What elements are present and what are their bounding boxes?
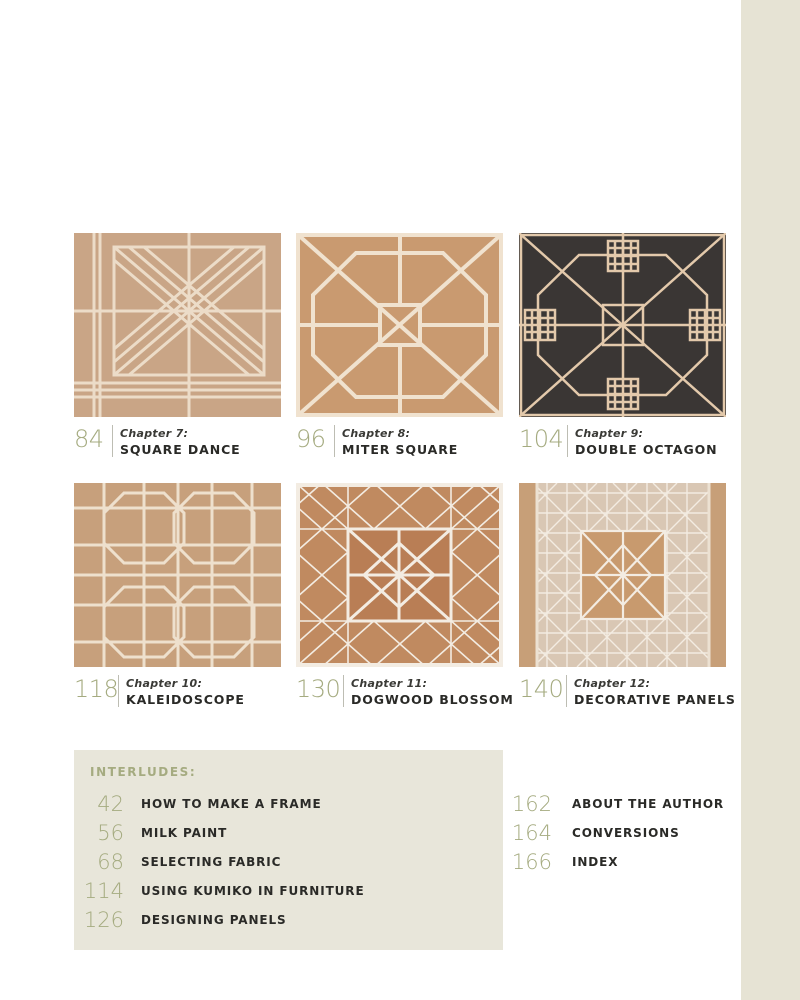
chapter-8-label: Chapter 8: (342, 427, 411, 440)
decorative-panels-panel-image (519, 483, 726, 667)
double-octagon-panel-image (519, 233, 726, 417)
interludes-box (74, 750, 503, 950)
chapter-12-page-number: 140 (519, 675, 564, 703)
page-edge-strip (741, 0, 800, 1000)
toc-title: USING KUMIKO IN FURNITURE (141, 884, 365, 898)
chapter-9-title: DOUBLE OCTAGON (575, 442, 718, 457)
toc-title: MILK PAINT (141, 826, 228, 840)
chapter-11-page-number: 130 (296, 675, 341, 703)
toc-page-number: 164 (511, 821, 552, 845)
caption-divider (343, 675, 344, 707)
chapter-10-label: Chapter 10: (126, 677, 203, 690)
chapter-11-label: Chapter 11: (351, 677, 428, 690)
toc-page-number: 114 (83, 879, 124, 903)
chapter-10-title: KALEIDOSCOPE (126, 692, 245, 707)
caption-divider (567, 425, 568, 457)
toc-page-number: 56 (97, 821, 124, 845)
caption-divider (334, 425, 335, 457)
toc-page-number: 42 (97, 792, 124, 816)
chapter-9-label: Chapter 9: (575, 427, 644, 440)
toc-title: CONVERSIONS (572, 826, 680, 840)
square-dance-panel-image (74, 233, 281, 417)
chapter-11-title: DOGWOOD BLOSSOM (351, 692, 514, 707)
chapter-12-title: DECORATIVE PANELS (574, 692, 736, 707)
toc-page-number: 162 (511, 792, 552, 816)
chapter-8-page-number: 96 (296, 425, 326, 453)
toc-page-number: 166 (511, 850, 552, 874)
miter-square-panel-image (296, 233, 503, 417)
caption-divider (118, 675, 119, 707)
chapter-12-label: Chapter 12: (574, 677, 651, 690)
toc-title: DESIGNING PANELS (141, 913, 287, 927)
caption-divider (112, 425, 113, 457)
toc-page-number: 126 (83, 908, 124, 932)
chapter-7-label: Chapter 7: (120, 427, 189, 440)
dogwood-blossom-panel-image (296, 483, 503, 667)
toc-page-number: 68 (97, 850, 124, 874)
toc-title: HOW TO MAKE A FRAME (141, 797, 322, 811)
toc-title: INDEX (572, 855, 619, 869)
kaleidoscope-panel-image (74, 483, 281, 667)
toc-title: ABOUT THE AUTHOR (572, 797, 725, 811)
chapter-7-page-number: 84 (74, 425, 104, 453)
chapter-8-title: MITER SQUARE (342, 442, 459, 457)
interludes-heading: INTERLUDES: (90, 765, 197, 779)
chapter-10-page-number: 118 (74, 675, 119, 703)
chapter-9-page-number: 104 (519, 425, 564, 453)
chapter-7-title: SQUARE DANCE (120, 442, 241, 457)
toc-title: SELECTING FABRIC (141, 855, 282, 869)
caption-divider (566, 675, 567, 707)
